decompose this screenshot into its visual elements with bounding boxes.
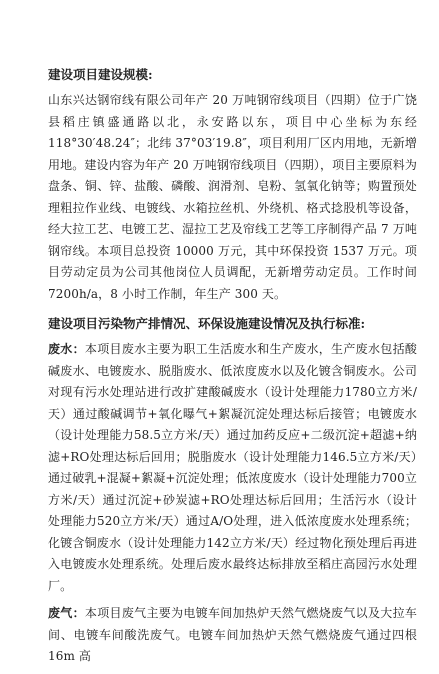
paragraph-construction-scale: 山东兴达钢帘线有限公司年产 20 万吨钢帘线项目（四期）位于广饶县稻庄镇盛通路以北，永安路以东，项目中心坐标为东经 118°30′48.24″；北纬 37°03′19.8″，项目利用厂区内用地，无新增用地。建设内容为年产 20 万吨钢帘线项目（四期），项目主要原料为盘条、铜、锌、盐酸、磷酸、润滑剂、皂粉、氢氧化钠等；购置预处理粗拉作业线、电镀线、水箱拉丝机、外绕机、格式捻股机等设备，经大拉工艺、电镀工艺、湿拉工艺及帘线工艺等工序制得产品 7 万吨钢帘线。本项目总投资 10000 万元，其中环保投资 1537 万元。项目劳动定员为公司其他岗位人员调配，无新增劳动定员。工作时间 7200h/a，8 小时工作制，年生产 300 天。	[48, 93, 417, 301]
paragraph-wastewater	[48, 339, 417, 597]
exhaust-gas-lead: 废气：	[48, 606, 85, 620]
spacer	[48, 305, 417, 315]
wastewater-lead: 废水：	[48, 342, 85, 356]
section-title-pollutants: 建设项目污染物产排情况、环保设施建设情况及执行标准:	[48, 316, 366, 331]
section-title-construction-scale: 建设项目建设规模:	[48, 67, 153, 82]
paragraph-exhaust-gas	[48, 603, 417, 668]
wastewater-body: 本项目废水主要为职工生活废水和生产废水，生产废水包括酸碱废水、电镀废水、脱脂废水、低浓度废水以及化镀含铜废水。公司对现有污水处理站进行改扩建酸碱废水（设计处理能力1780立方米/天）通过酸碱调节+氧化曝气+絮凝沉淀处理达标后接管；电镀废水（设计处理能力58.5立方米/天）通过加药反应+二级沉淀+超滤+纳滤+RO处理达标后回用；脱脂废水（设计处理能力146.5立方米/天）通过破乳+混凝+絮凝+沉淀处理；低浓度废水（设计处理能力700立方米/天）通过沉淀+砂炭滤+RO处理达标后回用；生活污水（设计处理能力520立方米/天）通过A/O处理，进入低浓度废水处理系统；化镀含铜废水（设计处理能力142立方米/天）经过物化预处理后再进入电镀废水处理系统。处理后废水最终达标排放至稻庄高园污水处理厂。	[48, 342, 417, 593]
exhaust-gas-body: 本项目废气主要为电镀车间加热炉天然气燃烧废气以及大拉车间、电镀车间酸洗废气。电镀车间加热炉天然气燃烧废气通过四根 16m 高	[48, 606, 417, 663]
